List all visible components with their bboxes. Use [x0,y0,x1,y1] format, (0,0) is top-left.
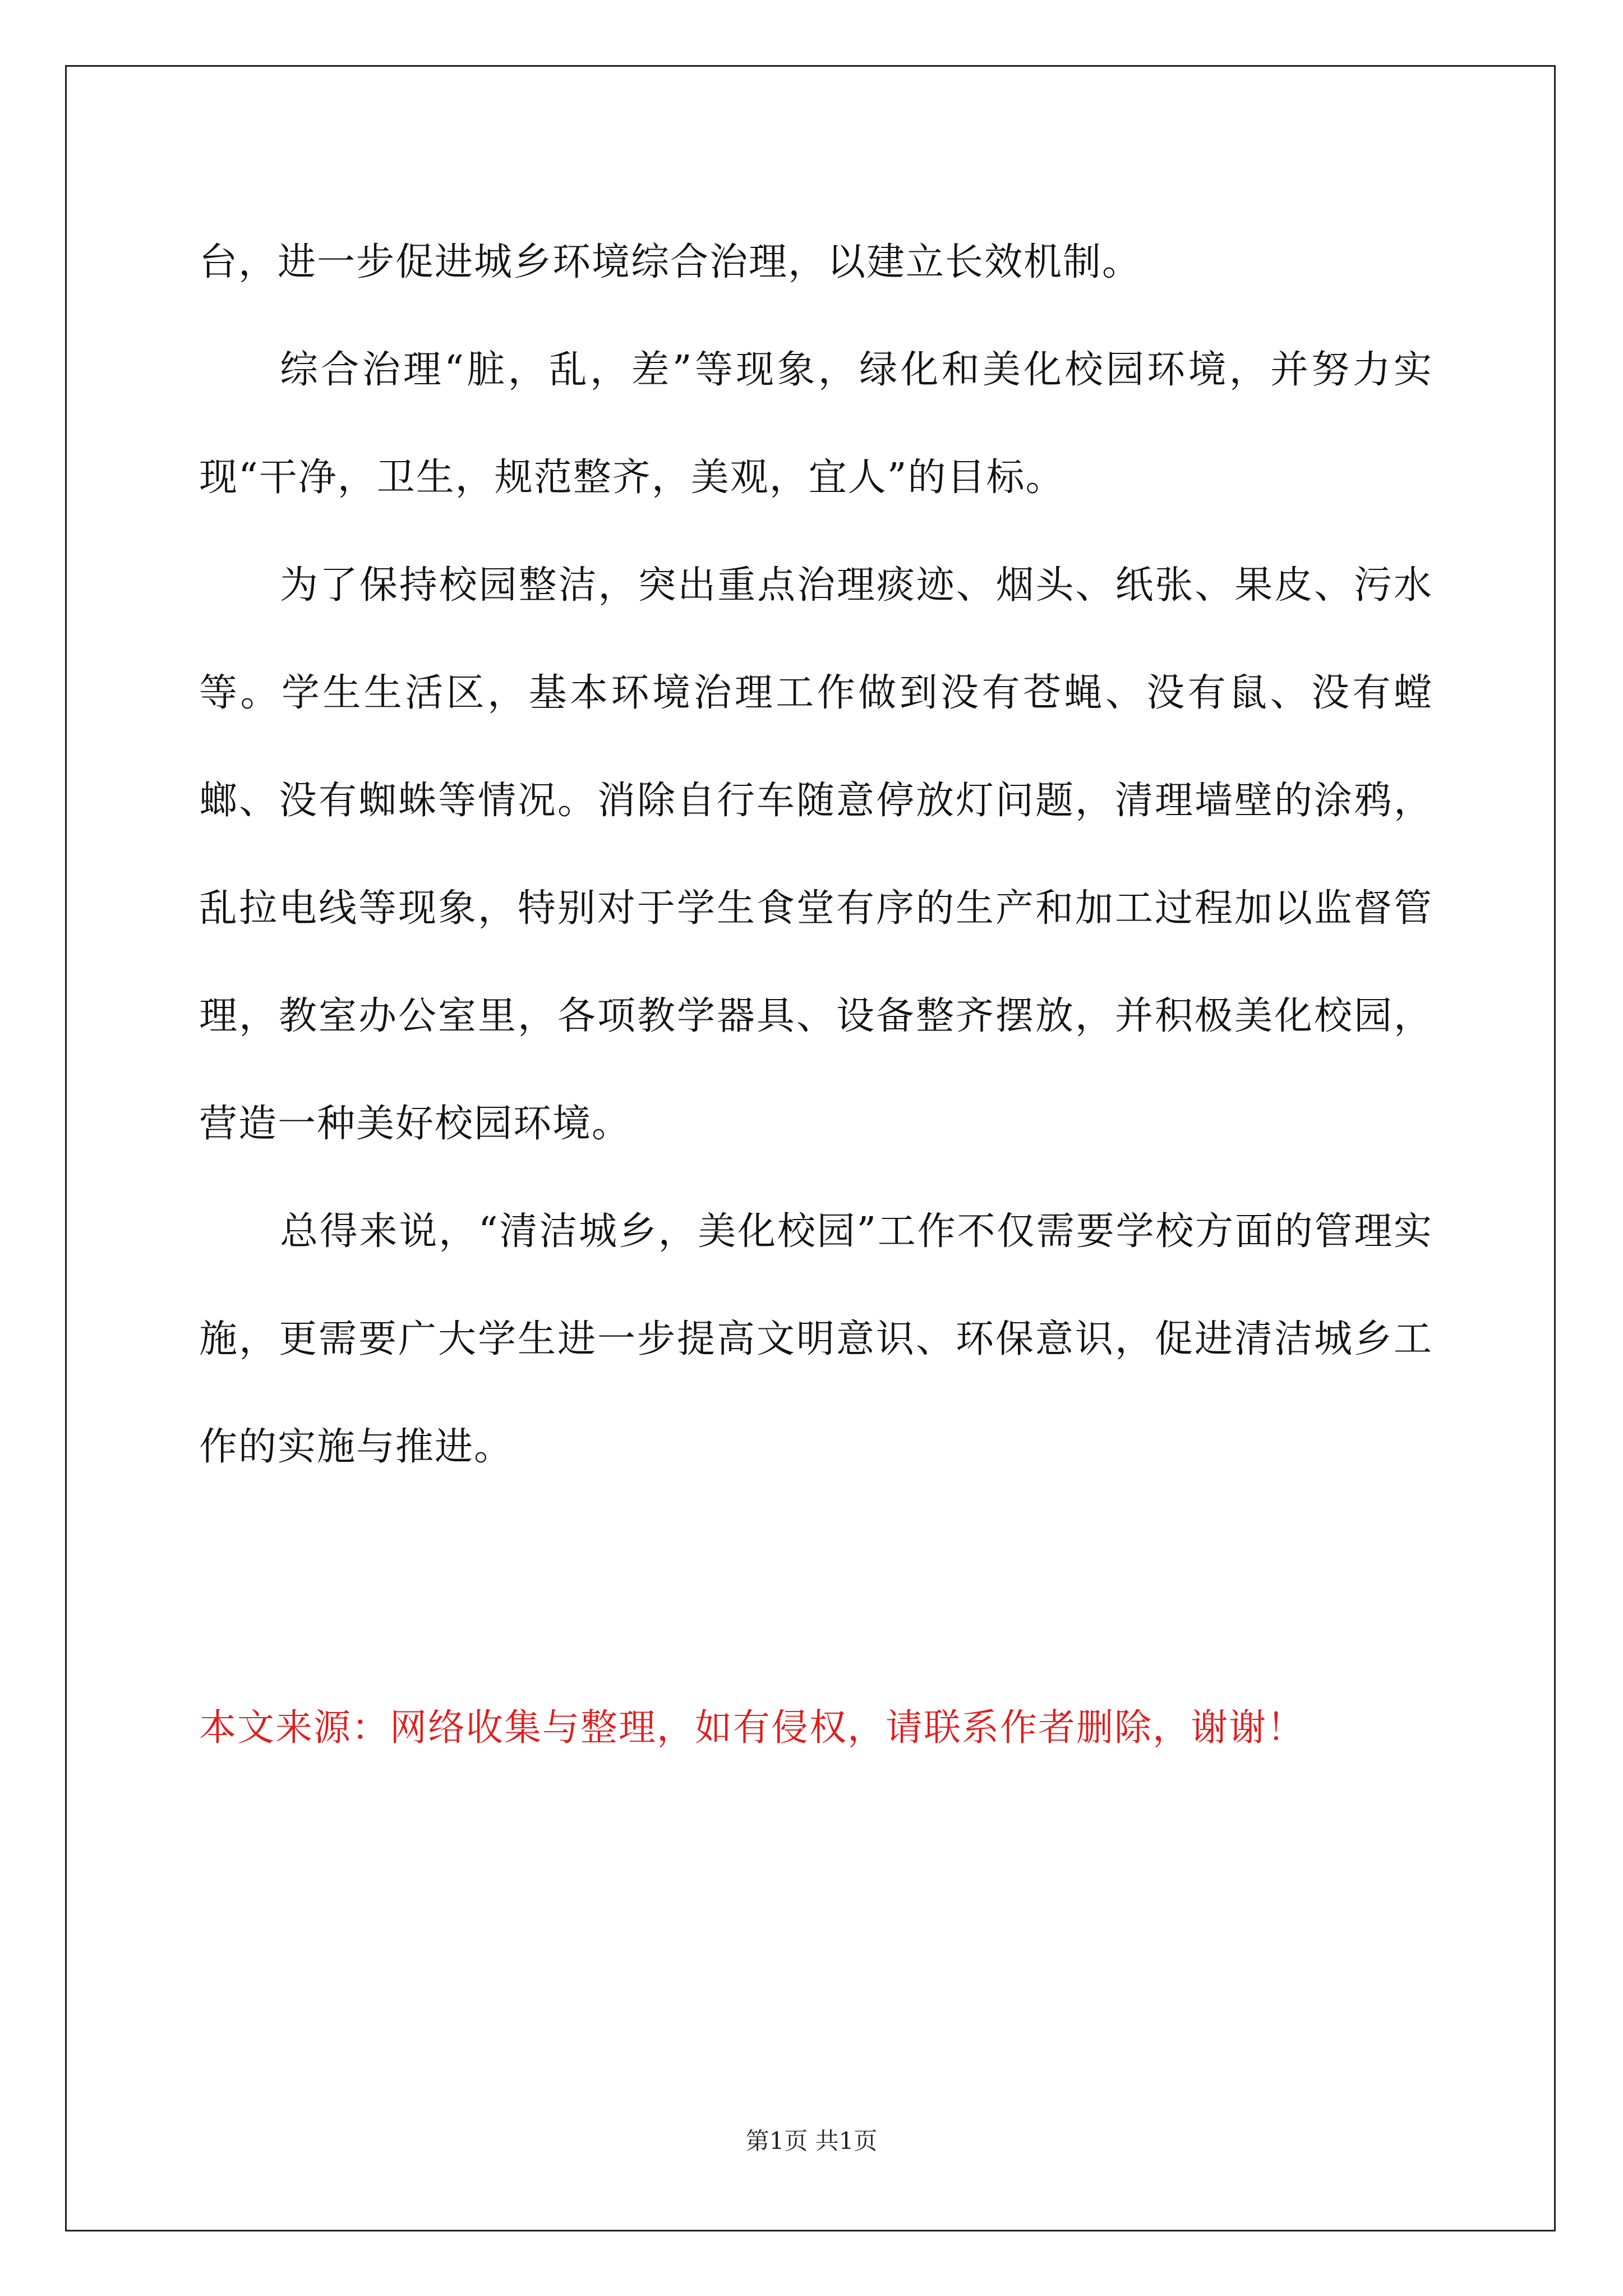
page-number-footer: 第1页 共1页 [745,2127,878,2155]
paragraph-comprehensive-governance: 综合治理“脏，乱，差”等现象，绿化和美化校园环境，并努力实现“干净，卫生，规范整齐，美观，宜人”的目标。 [199,348,1433,500]
source-notice: 本文来源：网络收集与整理，如有侵权，请联系作者删除，谢谢！ [199,1706,1305,1749]
paragraph-conclusion: 总得来说，“清洁城乡，美化校园”工作不仅需要学校方面的管理实施，更需要广大学生进一步提高文明意识、环保意识，促进清洁城乡工作的实施与推进。 [199,1209,1433,1469]
paragraph-campus-cleanliness: 为了保持校园整洁，突出重点治理痰迹、烟头、纸张、果皮、污水等。学生生活区，基本环境治理工作做到没有苍蝇、没有鼠、没有螳螂、没有蜘蛛等情况。消除自行车随意停放灯问题，清理墙壁的涂鸦，乱拉电线等现象，特别对于学生食堂有序的生产和加工过程加以监督管理，教室办公室里，各项教学器具、设备整齐摆放，并积极美化校园，营造一种美好校园环境。 [199,563,1433,1146]
paragraph-continuation: 台，进一步促进城乡环境综合治理，以建立长效机制。 [199,240,1142,284]
document-body [199,209,1433,1501]
